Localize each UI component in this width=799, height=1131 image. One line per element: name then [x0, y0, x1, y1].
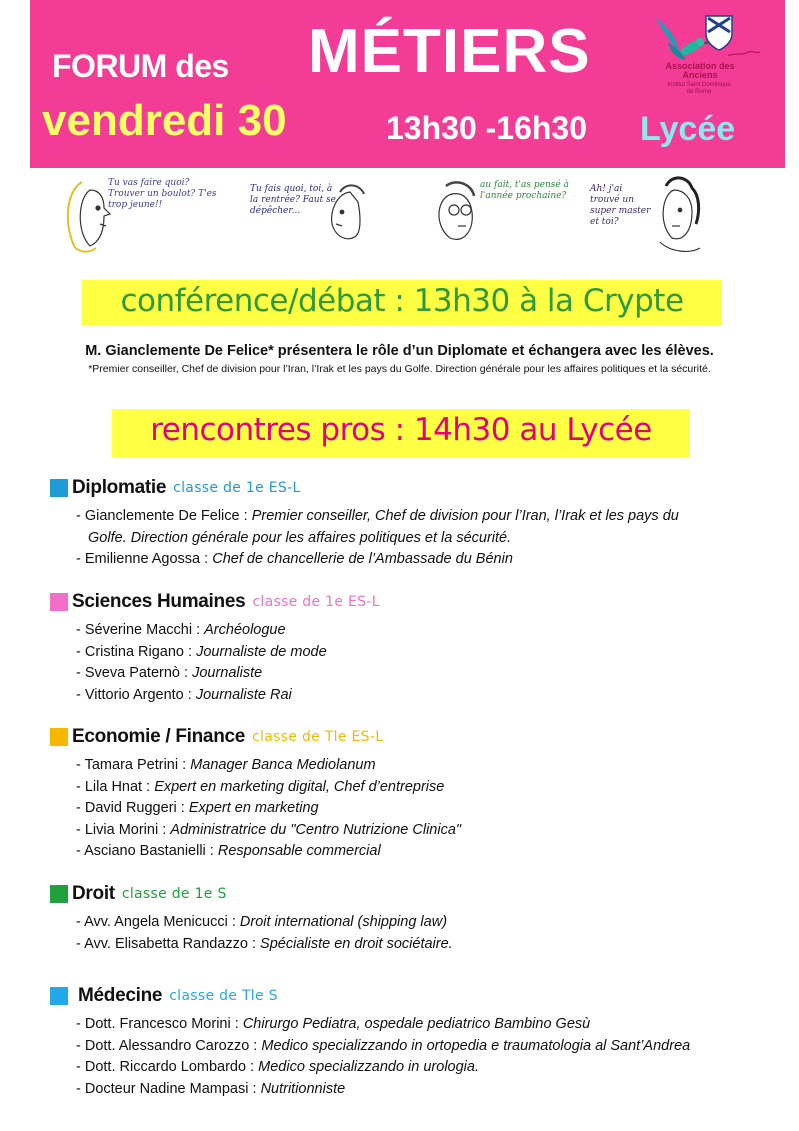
event-place: Lycée	[640, 110, 736, 148]
list-item: - Emilienne Agossa : Chef de chancellerie de l’Ambassade du Bénin	[76, 549, 770, 571]
section-sciences-humaines	[50, 590, 770, 706]
conference-title: conférence/débat : 13h30 à la Crypte	[120, 283, 684, 319]
section-economie-finance	[50, 725, 770, 863]
forum-title: FORUM des	[52, 48, 229, 84]
girl-face-right-icon	[660, 178, 700, 251]
speaker-name: - Séverine Macchi	[76, 622, 192, 638]
speaker-name: - Dott. Riccardo Lombardo	[76, 1059, 246, 1075]
list-item: - David Ruggeri : Expert en marketing	[76, 798, 770, 820]
speaker-role: Administratrice du "Centro Nutrizione Clinica"	[170, 821, 462, 838]
speaker-list	[76, 755, 770, 863]
logo-association-text: Association des Anciens	[665, 61, 735, 80]
speaker-role: Expert en marketing digital, Chef d’entreprise	[154, 778, 445, 795]
section-header	[50, 725, 770, 749]
speaker-name: - David Ruggeri	[76, 800, 177, 816]
speaker-role-continued: Golfe. Direction générale pour les affaires politiques et la sécurité.	[88, 529, 512, 546]
event-day: vendredi 30	[42, 96, 287, 145]
section-droit	[50, 882, 770, 955]
doodle-strip	[60, 172, 710, 260]
speaker-role: Chef de chancellerie de l’Ambassade du Bénin	[212, 551, 513, 567]
list-item: - Cristina Rigano : Journaliste de mode	[76, 642, 770, 664]
section-diplomatie	[50, 476, 770, 571]
speaker-list	[76, 912, 770, 955]
speaker-name: - Avv. Angela Menicucci	[76, 914, 228, 930]
speaker-name: - Dott. Francesco Morini	[76, 1016, 231, 1032]
speaker-name: - Dott. Alessandro Carozzo	[76, 1038, 249, 1054]
section-class: classe de Tle S	[169, 988, 278, 1004]
list-item: - Lila Hnat : Expert en marketing digital, Chef d’entreprise	[76, 777, 770, 799]
speaker-role: Medico specializzando in urologia.	[258, 1059, 479, 1075]
boy-face-center-icon	[332, 185, 364, 238]
list-item: - Docteur Nadine Mampasi : Nutritionniste	[76, 1079, 770, 1101]
speaker-name: - Asciano Bastanielli	[76, 843, 206, 859]
speaker-list	[76, 620, 770, 706]
blue-square-icon	[50, 479, 68, 497]
blue-square-icon	[50, 987, 68, 1005]
metiers-title: MÉTIERS	[308, 17, 591, 86]
speaker-name: - Sveva Paternò	[76, 665, 180, 681]
list-item: - Tamara Petrini : Manager Banca Mediolanum	[76, 755, 770, 777]
list-item: - Dott. Francesco Morini : Chirurgo Pediatra, ospedale pediatrico Bambino Gesù	[76, 1014, 770, 1036]
logo-association-subtext: Institut Saint Dominique de Rome	[667, 82, 731, 95]
list-item: - Sveva Paternò : Journaliste	[76, 663, 770, 685]
speaker-list	[76, 506, 770, 571]
section-class: classe de 1e S	[121, 886, 227, 902]
section-header	[50, 590, 770, 614]
pink-square-icon	[50, 593, 68, 611]
speaker-name: - Livia Morini	[76, 822, 158, 838]
list-item: - Asciano Bastanielli : Responsable commercial	[76, 841, 770, 863]
section-title: Droit	[72, 883, 115, 904]
list-item: - Dott. Riccardo Lombardo : Medico specializzando in urologia.	[76, 1057, 770, 1079]
list-item: - Avv. Angela Menicucci : Droit international (shipping law)	[76, 912, 770, 934]
speaker-list	[76, 1014, 770, 1100]
speaker-role: Manager Banca Mediolanum	[190, 757, 376, 773]
section-header	[50, 984, 770, 1008]
speaker-role: Droit international (shipping law)	[239, 914, 448, 930]
speaker-name: - Emilienne Agossa	[76, 551, 200, 567]
yellow-square-icon	[50, 728, 68, 746]
speaker-role: Expert en marketing	[188, 800, 319, 816]
speaker-role: Archéologue	[204, 622, 286, 638]
section-class: classe de 1e ES-L	[252, 594, 380, 610]
conference-note: *Premier conseiller, Chef de division pour l’Iran, l’Irak et les pays du Golfe. Direction générale pour les affaires politiques et la sécurité.	[88, 363, 711, 375]
event-hours: 13h30 -16h30	[386, 110, 588, 146]
speaker-role: Journaliste de mode	[196, 643, 327, 660]
speaker-role: Nutritionniste	[260, 1080, 346, 1097]
green-square-icon	[50, 885, 68, 903]
section-medecine	[50, 984, 770, 1100]
speaker-role: Medico specializzando in ortopedia e traumatologia al Sant’Andrea	[261, 1037, 691, 1054]
conference-description: M. Gianclemente De Felice* présentera le rôle d’un Diplomate et échangera avec les élèves.	[85, 343, 714, 359]
doodle-bubble-1: Tu vas faire quoi? Trouver un boulot? T'es trop jeune!!	[108, 178, 217, 210]
boy-glasses-face-icon	[439, 182, 474, 239]
speaker-role: Chirurgo Pediatra, ospedale pediatrico Bambino Gesù	[242, 1016, 591, 1032]
speaker-name: - Docteur Nadine Mampasi	[76, 1081, 248, 1097]
section-title: Médecine	[78, 985, 163, 1006]
rencontres-title: rencontres pros : 14h30 au Lycée	[150, 412, 652, 448]
section-header	[50, 476, 770, 500]
list-item: - Livia Morini : Administratrice du "Centro Nutrizione Clinica"	[76, 820, 770, 842]
speaker-role: Journaliste	[192, 665, 263, 681]
speaker-name: - Gianclemente De Felice	[76, 508, 240, 524]
list-item: - Dott. Alessandro Carozzo : Medico specializzando in ortopedia e traumatologia al Sant’Andrea	[76, 1036, 770, 1058]
doodle-bubble-3: au fait, t'as pensé à l'année prochaine?	[480, 180, 569, 201]
section-class: classe de Tle ES-L	[252, 729, 384, 745]
speaker-name: - Lila Hnat	[76, 779, 142, 795]
section-class: classe de 1e ES-L	[173, 480, 301, 496]
section-title: Economie / Finance	[72, 726, 246, 747]
speaker-role: Responsable commercial	[217, 843, 381, 859]
section-header	[50, 882, 770, 906]
speaker-role: Premier conseiller, Chef de division pour l’Iran, l’Irak et les pays du	[251, 508, 679, 524]
speaker-role: Journaliste Rai	[195, 686, 292, 703]
section-title: Diplomatie	[72, 477, 167, 498]
speaker-name: - Vittorio Argento	[76, 687, 184, 703]
signature-icon	[728, 51, 760, 56]
list-item: - Gianclemente De Felice : Premier conseiller, Chef de division pour l’Iran, l’Irak et les pays du Golfe. Direction générale pour les affaires politiques et la sécurité.	[76, 506, 770, 549]
list-item: - Vittorio Argento : Journaliste Rai	[76, 685, 770, 707]
doodle-bubble-2: Tu fais quoi, toi, à la rentrée? Faut se dépêcher...	[250, 184, 337, 216]
list-item: - Séverine Macchi : Archéologue	[76, 620, 770, 642]
girl-face-left-icon	[68, 182, 110, 252]
speaker-name: - Cristina Rigano	[76, 644, 184, 660]
list-item: - Avv. Elisabetta Randazzo : Spécialiste en droit sociétaire.	[76, 934, 770, 956]
section-title: Sciences Humaines	[72, 591, 246, 612]
speaker-name: - Avv. Elisabetta Randazzo	[76, 936, 248, 952]
speaker-name: - Tamara Petrini	[76, 757, 178, 773]
doodle-bubble-4: Ah! j'ai trouvé un super master et toi?	[590, 184, 651, 227]
shield-icon	[706, 16, 732, 50]
speaker-role: Spécialiste en droit sociétaire.	[260, 935, 453, 952]
